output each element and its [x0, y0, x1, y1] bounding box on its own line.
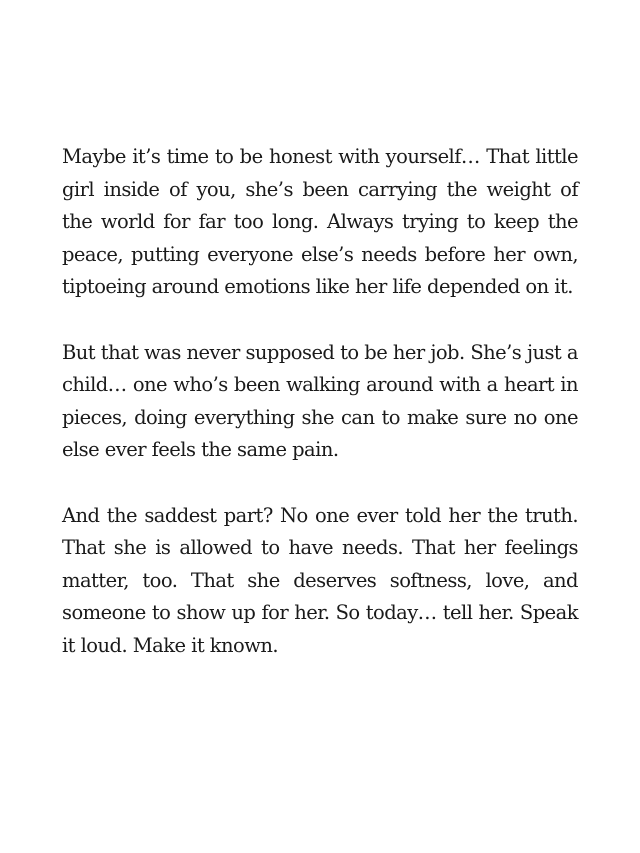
- paragraph-1: Maybe it’s time to be honest with yourself… That little girl inside of you, she’s been carrying the weight of the world for far too long. Always trying to keep the peace, putting everyone else’s needs before her own, tiptoeing around emotions like her life depended on it.: [62, 145, 578, 299]
- body-text: [62, 141, 578, 663]
- paragraph-2: But that was never supposed to be her job. She’s just a child… one who’s been walking around with a heart in pieces, doing everything she can to make sure no one else ever feels the same pain.: [62, 340, 578, 462]
- paragraph-3: And the saddest part? No one ever told her the truth. That she is allowed to have needs. That her feelings matter, too. That she deserves softness, love, and someone to show up for her. So today… tell her. Speak it loud. Make it known.: [62, 503, 578, 657]
